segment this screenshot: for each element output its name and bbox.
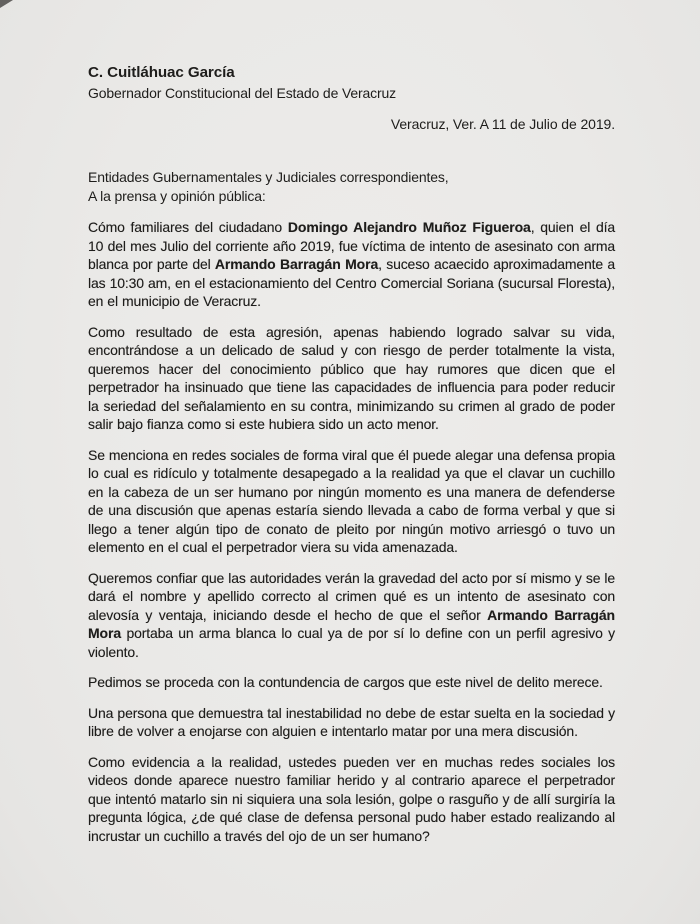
recipient-title: Gobernador Constitucional del Estado de Veracruz xyxy=(88,85,396,101)
dateline: Veracruz, Ver. A 11 de Julio de 2019. xyxy=(390,116,615,132)
paragraph-3-text: Se menciona en redes sociales de forma viral que él puede alegar una defensa propia lo cual es ridículo y totalmente desapegado a la realidad ya que el clavar un cuchillo en la cabeza de un ser humano por ningún momento es una manera de defenderse de una discusión que apenas estaría siendo llevada a cabo de forma verbal y que si llego a tener algún tipo de conato de pleito por ningún motivo arriesgó o tuvo un elemento en el cual el perpetrador viera su vida amenazada. xyxy=(88,446,615,555)
bold-aggressor-name-2: Armando Barragán Mora xyxy=(88,606,615,641)
paragraph-4 xyxy=(88,569,615,662)
salutation xyxy=(88,168,615,205)
paragraph-1-text: , suceso acaecido aproximadamente a las 10:30 am, en el estacionamiento del Centro Comercial Soriana (sucursal Floresta), en el municipio de Veracruz. xyxy=(88,256,615,309)
paragraph-6-text: Una persona que demuestra tal inestabilidad no debe de estar suelta en la sociedad y libre de volver a enojarse con alguien e intentarlo matar por una mera discusión. xyxy=(88,704,615,739)
paragraph-5 xyxy=(88,673,615,692)
paragraph-1-text: , quien el día 10 del mes Julio del corriente año 2019, fue víctima de intento de asesinato con arma blanca por parte del xyxy=(88,219,615,272)
paragraph-2-text: Como resultado de esta agresión, apenas habiendo logrado salvar su vida, encontrándose a un delicado de salud y con riesgo de perder totalmente la vista, queremos hacer del conocimiento público que hay rumores que dicen que el perpetrador ha insinuado que tiene las capacidades de influencia para poder reducir la seriedad del señalamiento en su contra, minimizando su crimen al grado de poder salir bajo fianza como si este hubiera sido un acto menor. xyxy=(88,323,615,432)
paragraph-1-text: Cómo familiares del ciudadano xyxy=(88,219,288,235)
paragraph-2 xyxy=(88,323,615,434)
paragraph-5-text: Pedimos se proceda con la contundencia de cargos que este nivel de delito merece. xyxy=(88,674,603,690)
recipient-name: C. Cuitláhuac García xyxy=(88,64,235,81)
paragraph-1 xyxy=(88,218,615,311)
paragraph-4-text: portaba un arma blanca lo cual ya de por sí lo define con un perfil agresivo y violento. xyxy=(88,625,615,660)
paragraph-7-text: Como evidencia a la realidad, ustedes pueden ver en muchas redes sociales los videos donde aparece nuestro familiar herido y al contrario aparece el perpetrador que intentó matarlo sin ni siquiera una sola lesión, golpe o rasguño y de allí surgiría la pregunta lógica, ¿de qué clase de defensa personal pudo haber estado realizando al incrustar un cuchillo a través del ojo de un ser humano? xyxy=(88,753,615,844)
letter-head xyxy=(88,62,615,103)
paragraph-6 xyxy=(88,704,615,741)
bold-victim-name: Domingo Alejandro Muñoz Figueroa xyxy=(287,219,531,235)
paragraph-7 xyxy=(88,753,615,846)
letter-body xyxy=(88,218,615,845)
paragraph-3 xyxy=(88,446,615,557)
bold-aggressor-name: Armando Barragán Mora xyxy=(214,256,379,272)
paragraph-4-text: Queremos confiar que las autoridades verán la gravedad del acto por sí mismo y se le dará el nombre y apellido correcto al crimen qué es un intento de asesinato con alevosía y ventaja, iniciando desde el hecho de que el señor xyxy=(88,569,615,623)
salutation-line-2: A la prensa y opinión pública: xyxy=(88,187,266,204)
salutation-line-1: Entidades Gubernamentales y Judiciales correspondientes, xyxy=(88,169,449,185)
